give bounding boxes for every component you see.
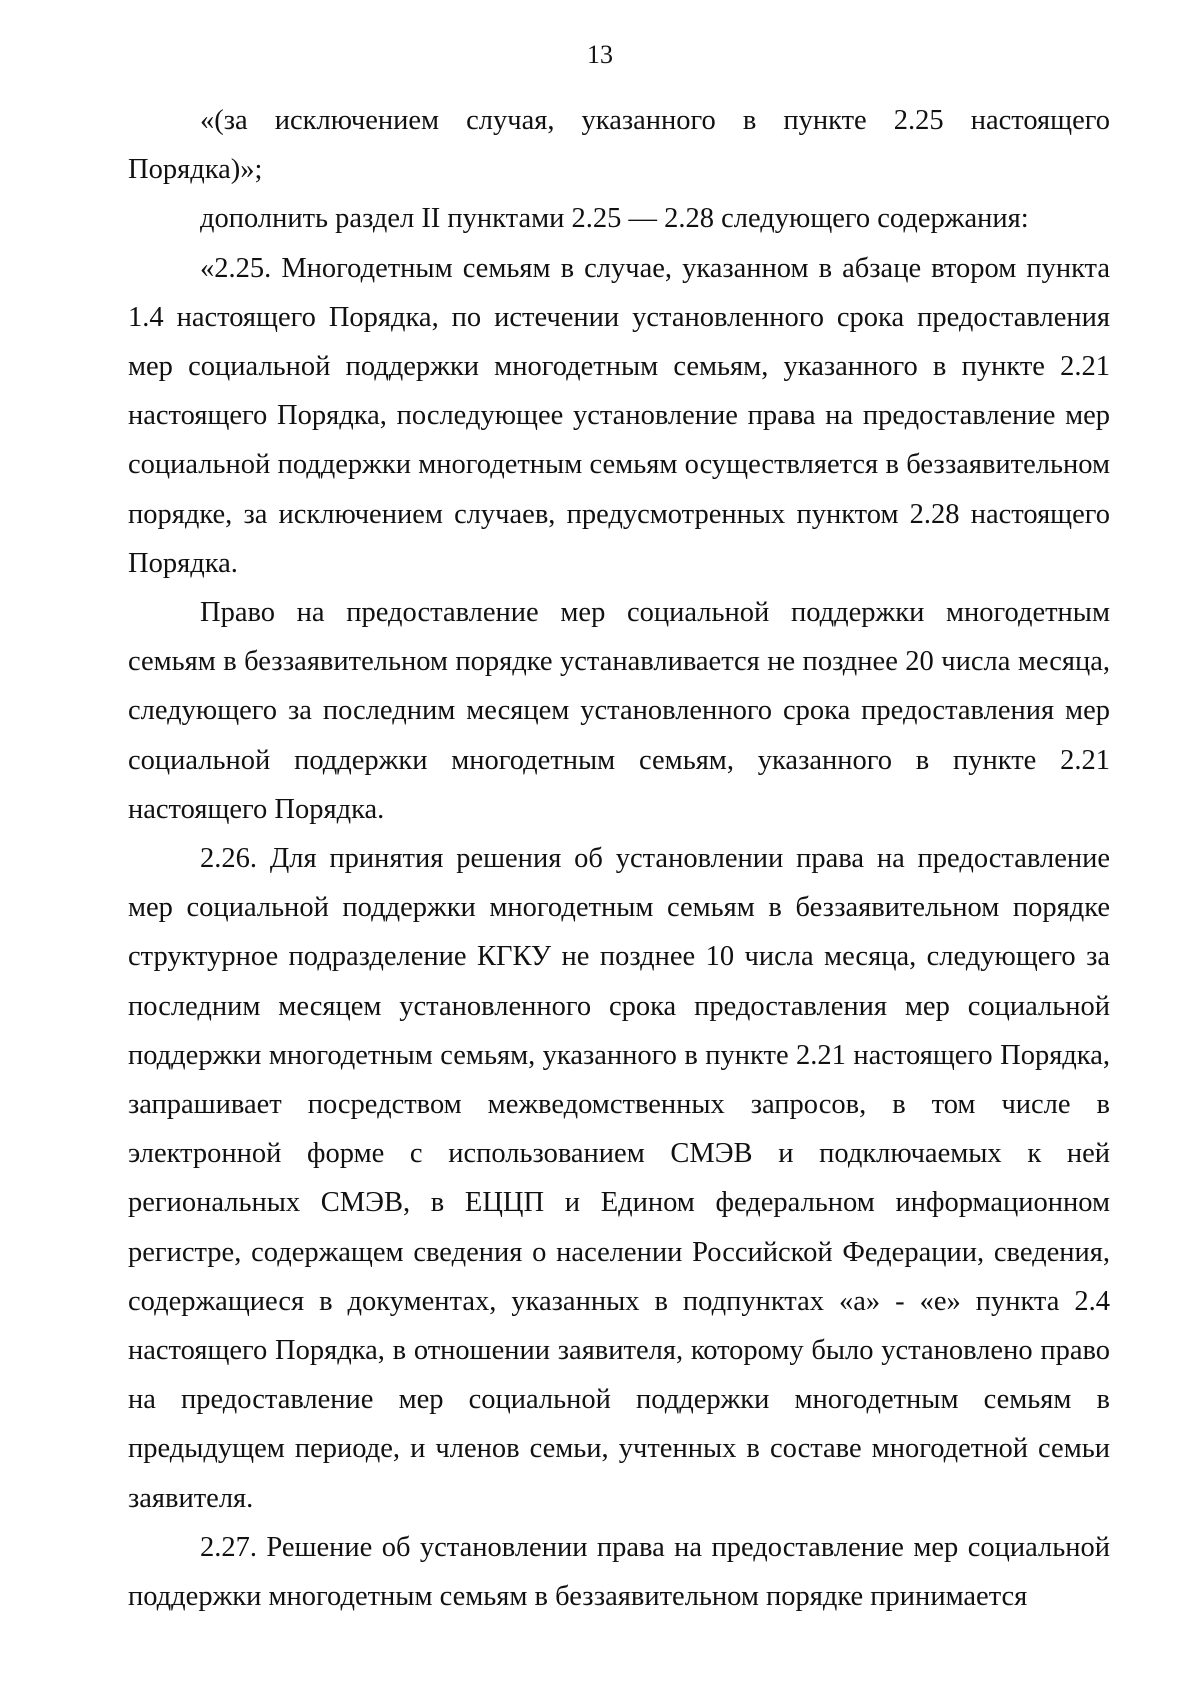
paragraph-2-25-right: Право на предоставление мер социальной поддержки многодетным семьям в беззаявительном порядке устанавливается не позднее 20 числа месяца, следующего за последним месяцем установленного срока предоставления мер социальной поддержки многодетным семьям, указанного в пункте 2.21 настоящего Порядка. — [128, 597, 1110, 825]
paragraph-2-27: 2.27. Решение об установлении права на предоставление мер социальной поддержки многодетным семьям в беззаявительном порядке принимается — [128, 1531, 1110, 1613]
paragraph-2-25: «2.25. Многодетным семьям в случае, указанном в абзаце втором пункта 1.4 настоящего Порядка, по истечении установленного срока предоставления мер социальной поддержки многодетным семьям, указанного в пункте 2.21 настоящего Порядка, последующее установление права на предоставление мер социальной поддержки многодетным семьям осуществляется в беззаявительном порядке, за исключением случаев, предусмотренных пунктом 2.28 настоящего Порядка. — [128, 252, 1110, 579]
paragraph-quote-exception: «(за исключением случая, указанного в пункте 2.25 настоящего Порядка)»; — [128, 105, 1110, 186]
page-number: 13 — [587, 40, 613, 69]
paragraph-amendment-intro: дополнить раздел II пунктами 2.25 — 2.28 следующего содержания: — [200, 203, 1029, 235]
document-body — [128, 96, 1110, 1621]
paragraph-2-26: 2.26. Для принятия решения об установлении права на предоставление мер социальной поддержки многодетным семьям в беззаявительном порядке структурное подразделение КГКУ не позднее 10 числа месяца, следующего за последним месяцем установленного срока предоставления мер социальной поддержки многодетным семьям, указанного в пункте 2.21 настоящего Порядка, запрашивает посредством межведомственных запросов, в том числе в электронной форме с использованием СМЭВ и подключаемых к ней региональных СМЭВ, в ЕЦЦП и Едином федеральном информационном регистре, содержащем сведения о населении Российской Федерации, сведения, содержащиеся в документах, указанных в подпунктах «а» - «е» пункта 2.4 настоящего Порядка, в отношении заявителя, которому было установлено право на предоставление мер социальной поддержки многодетным семьям в предыдущем периоде, и членов семьи, учтенных в составе многодетной семьи заявителя. — [128, 843, 1110, 1514]
